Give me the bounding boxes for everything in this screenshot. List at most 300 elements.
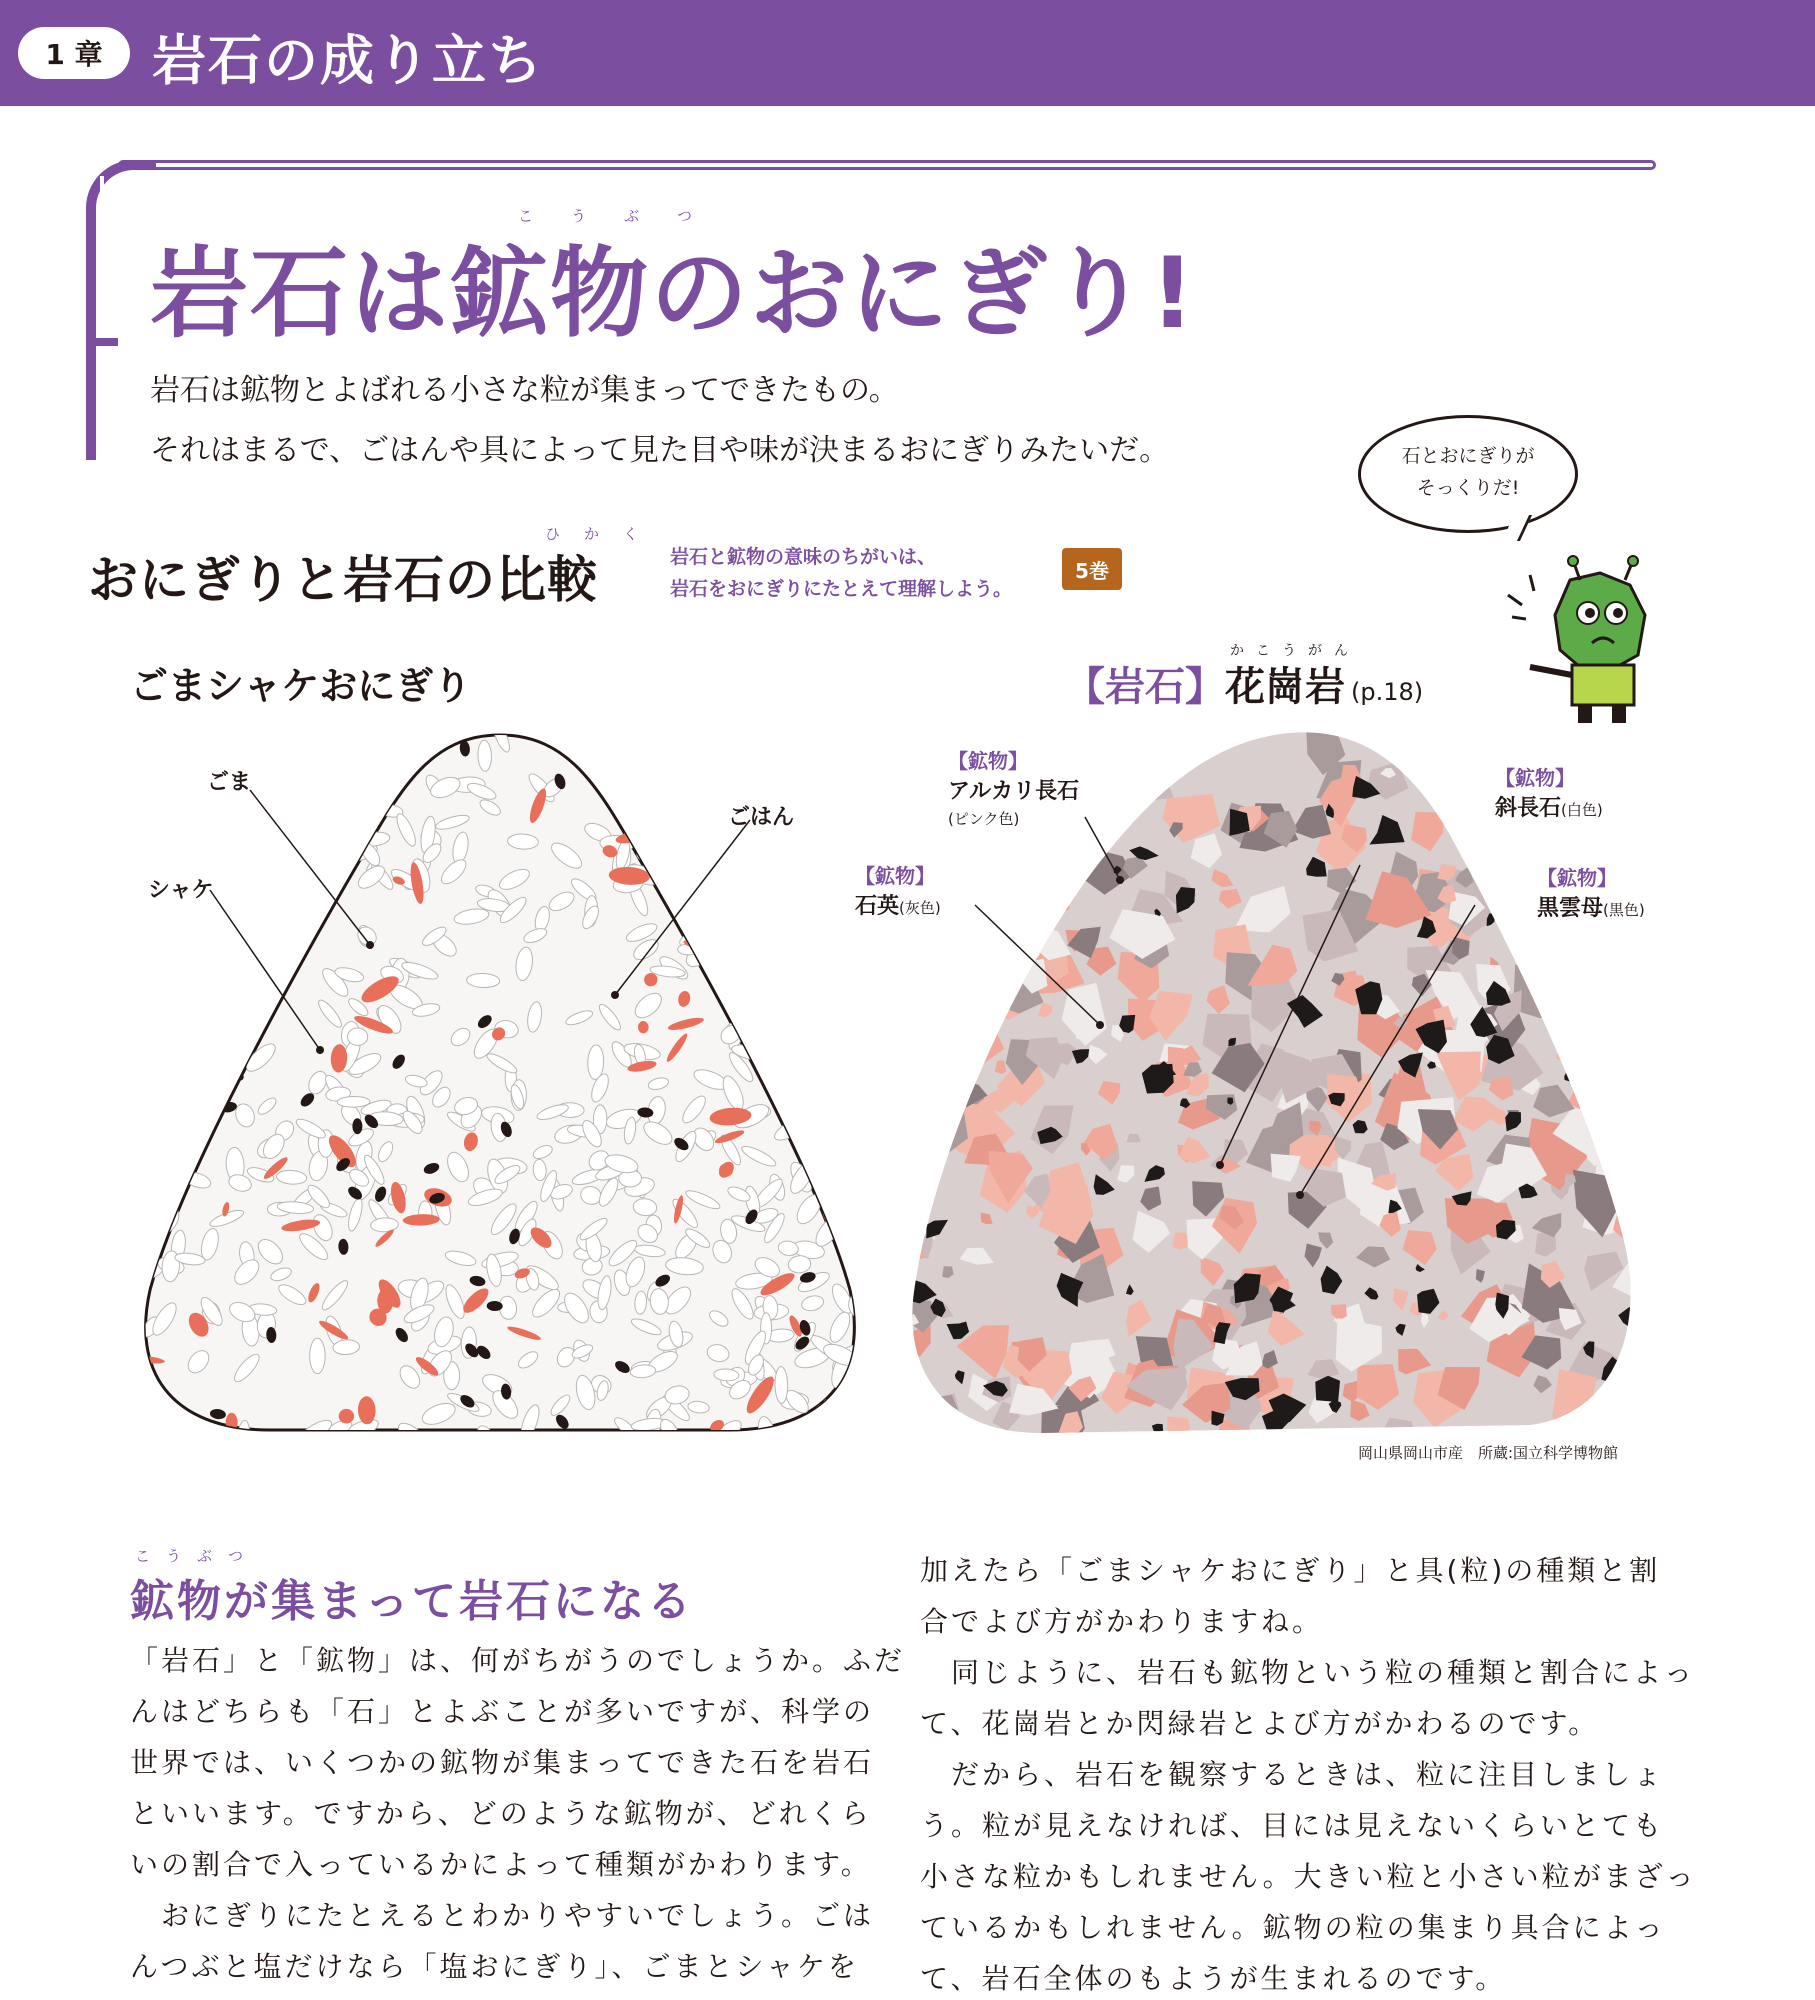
salmon-flake [696,739,714,756]
label-plagioclase [1495,762,1603,822]
mineral-crystal [917,987,968,1026]
mineral-crystal [1618,1350,1650,1391]
left-line-6: おにぎりにたとえるとわかりやすいでしょう。ごは [130,1899,875,1932]
mineral-crystal [1587,733,1606,756]
rice-grain [683,777,714,790]
rice-grain [289,890,318,921]
rice-grain [668,757,692,778]
rice-grain [340,780,357,803]
right-line-1: 加えたら「ごまシャケおにぎり」と具(粒)の種類と割 [920,1554,1661,1587]
right-line-5: だから、岩石を観察するときは、粒に注目しましょ [920,1758,1665,1791]
mineral-crystal [1473,783,1486,808]
sesame-seed [802,924,815,942]
label-sesame: ごま [207,770,252,795]
rice-grain [130,1404,152,1427]
sesame-seed [148,1226,159,1243]
salmon-flake [793,730,830,739]
mineral-crystal [1547,829,1577,854]
mineral-crystal [1567,967,1600,1014]
rice-grain [184,749,201,777]
rice-grain [797,851,835,880]
rice-grain [130,1155,155,1188]
rice-grain [139,1048,164,1079]
sesame-seed [748,861,763,880]
title-frame-notch [96,338,118,346]
mineral-tag: 【鉱物】 [1495,766,1575,790]
title-frame-inner [100,176,104,346]
rice-grain [707,928,739,946]
rice-grain [403,730,433,752]
left-line-5: いの割合で入っているかによって種類がかわります。 [130,1848,872,1881]
mineral-crystal [1595,983,1627,1026]
rice-grain [348,1028,368,1045]
rice-grain [154,1045,177,1076]
mineral-crystal [1523,836,1542,858]
mineral-crystal [1541,925,1589,983]
rice-grain [671,779,699,805]
mineral-crystal [1607,818,1629,845]
rice-grain [800,730,823,738]
rock-caption-page: (p.18) [1351,678,1424,706]
label-quartz [855,860,941,920]
rice-grain [795,872,818,899]
rice-grain [836,1413,855,1437]
mineral-crystal [1620,727,1650,758]
mineral-crystal [1552,1369,1597,1435]
salmon-flake [251,1012,266,1033]
rice-grain [189,800,209,824]
salmon-flake [317,748,356,766]
rice-grain [239,865,260,890]
rice-grain [755,842,782,878]
sesame-seed [779,753,794,772]
mineral-crystal [890,967,909,1009]
rice-grain [351,804,380,833]
rice-grain [828,1046,869,1078]
mineral-crystal [1558,1415,1582,1435]
rice-grain [806,1079,824,1104]
rice-grain [199,1017,238,1034]
salmon-flake [163,812,180,828]
rice-grain [604,778,635,797]
biotite-crystal [1503,744,1527,764]
rice-grain [137,835,172,870]
rice-grain [251,873,274,899]
mineral-crystal [1105,757,1137,794]
rice-grain [175,984,200,1010]
rice-grain [227,730,258,760]
sesame-seed [856,1257,870,1275]
speech-bubble [1358,415,1578,533]
rice-grain [281,909,307,937]
onigiri-illustration [130,730,870,1440]
sesame-seed [765,1057,782,1069]
rice-grain [130,1113,161,1141]
biotite-crystal [975,1023,994,1040]
left-line-1: 「岩石」と「鉱物」は、何がちがうのでしょうか。ふだ [130,1644,906,1677]
salmon-flake [836,860,846,891]
rice-grain [795,737,832,757]
rice-grain [732,971,751,995]
rice-grain [268,760,297,778]
rice-grain [238,1012,256,1046]
alkali-feldspar-name: アルカリ長石 [948,779,1080,804]
rice-grain [826,786,861,817]
rice-grain [765,905,788,940]
rice-grain [663,732,693,757]
biotite-crystal [1380,736,1392,753]
rice-grain [130,730,147,748]
rice-grain [150,730,187,742]
rice-grain [139,1145,165,1162]
mineral-crystal [941,981,975,1007]
rice-grain [861,1423,870,1440]
rice-grain [582,747,611,762]
rice-grain [130,1147,156,1173]
sesame-seed [749,1014,767,1028]
rice-grain [838,1217,870,1242]
rice-grain [827,980,852,997]
bubble-line-2: そっくりだ! [1416,477,1520,499]
rice-grain [302,877,320,910]
salmon-flake [193,1041,210,1076]
rice-grain [843,957,870,979]
sesame-seed [840,1184,853,1202]
rice-grain [213,828,234,853]
rice-grain [816,1407,841,1430]
biotite-crystal [1586,1003,1600,1020]
mineral-tag: 【鉱物】 [855,864,935,888]
granite-illustration [890,725,1650,1435]
sesame-seed [718,960,736,979]
label-biotite [1537,862,1645,922]
biotite-crystal [1550,725,1561,735]
biotite-crystal [1539,842,1562,864]
right-line-9: て、岩石全体のもようが生まれるのです。 [920,1962,1507,1995]
mineral-crystal [1638,1326,1651,1349]
quartz-name: 石英 [855,894,900,919]
salmon-flake [324,833,346,870]
rice-grain [147,1029,170,1064]
rice-grain [816,758,836,785]
mineral-crystal [939,839,979,890]
rice-grain [774,876,810,900]
biotite-crystal [898,933,931,960]
sesame-seed [806,1099,825,1116]
rice-grain [803,865,820,891]
salmon-flake [815,1003,831,1017]
rice-grain [760,948,794,974]
rice-grain [281,768,294,797]
rice-grain [206,801,222,840]
biotite-crystal [890,1120,917,1143]
mineral-crystal [924,990,952,1030]
mineral-crystal [1152,725,1170,742]
mineral-crystal [1194,726,1220,750]
rice-grain [166,904,194,933]
mineral-crystal [919,939,978,992]
mascot-icon [1500,555,1670,725]
sesame-seed [647,821,666,837]
rice-grain [192,1087,221,1118]
rice-grain [243,1004,262,1032]
left-line-4: といいます。ですから、どのような鉱物が、どれくら [130,1797,872,1830]
rice-grain [337,1096,370,1107]
mineral-crystal [1609,732,1647,770]
rice-grain [130,1102,141,1133]
rice-grain [183,1425,218,1440]
rice-grain [741,857,777,889]
mineral-tag: 【鉱物】 [948,749,1028,773]
rock-ruby: かこうがん [1230,643,1360,659]
mineral-crystal [1620,1157,1648,1188]
rice-grain [276,910,305,933]
sesame-seed [776,730,793,740]
rice-grain [786,894,818,914]
rice-grain [711,730,746,745]
biotite-crystal [1084,782,1091,791]
rice-grain [205,1027,227,1038]
mineral-crystal [890,1013,910,1043]
mineral-crystal [1627,996,1650,1030]
mineral-crystal [914,964,952,1002]
bubble-line-1: 石とおにぎりが [1401,445,1535,467]
mineral-crystal [1105,725,1169,756]
plagioclase-color: (白色) [1561,801,1603,819]
mineral-crystal [1614,761,1644,804]
rice-grain [130,1422,149,1440]
body-heading-ruby: こうぶつ [135,1547,260,1565]
rice-grain [779,776,811,802]
mineral-crystal [1420,731,1462,782]
rice-grain [775,1366,788,1403]
comparison-note-2: 岩石をおにぎりにたとえて理解しよう。 [670,578,1013,600]
comparison-note-1: 岩石と鉱物の意味のちがいは、 [670,546,937,568]
rice-grain [191,1048,217,1087]
rice-grain [217,799,242,827]
sesame-seed [159,1134,177,1152]
chapter-badge: 1 章 [18,27,130,79]
rice-grain [140,1152,169,1176]
rice-grain [792,813,819,837]
rice-grain [317,741,343,778]
rice-grain [839,1044,861,1073]
mineral-crystal [1608,1383,1645,1418]
sesame-seed [295,901,307,918]
rice-grain [777,1066,800,1103]
mineral-crystal [963,952,979,969]
mineral-crystal [1096,821,1114,841]
mineral-crystal [1612,1070,1650,1126]
rice-grain [152,908,184,933]
mineral-crystal [1085,732,1102,748]
sesame-seed [201,976,217,995]
quartz-color: (灰色) [899,899,941,917]
salmon-flake [143,817,161,850]
biotite-crystal [1591,732,1611,751]
rice-grain [831,1116,864,1146]
sesame-seed [356,773,370,791]
title-frame-corner [86,160,156,230]
salmon-flake [821,751,849,782]
rice-grain [804,856,815,888]
mineral-crystal [1513,965,1575,1019]
sesame-seed [371,770,389,783]
plagioclase-name: 斜長石 [1495,796,1562,821]
rice-grain [130,1370,143,1397]
rice-grain [747,738,770,775]
mineral-crystal [890,1217,929,1264]
rice-grain [338,845,351,879]
mineral-crystal [1400,732,1411,745]
mineral-crystal [1427,767,1444,789]
rice-grain [143,1192,167,1211]
sesame-seed [317,742,330,760]
mineral-crystal [1403,725,1456,761]
rice-grain [334,747,350,783]
rock-caption-bracket: 【岩石】 [1065,664,1225,710]
salmon-flake [143,903,161,924]
mineral-crystal [929,1011,961,1046]
rice-grain [130,848,151,872]
rice-grain [130,1143,148,1177]
rice-grain [725,751,750,783]
sesame-seed [694,794,705,811]
lead-line-1: 岩石は鉱物とよばれる小さな粒が集まってできたもの。 [150,373,899,408]
rice-grain [241,890,271,921]
mineral-crystal [1573,1076,1590,1094]
body-heading: 鉱物が集まって岩石になる [130,1576,694,1627]
biotite-crystal [986,844,999,857]
rice-grain [149,1020,168,1052]
mineral-crystal [944,960,983,989]
rice-grain [168,938,197,966]
mineral-crystal [948,853,964,875]
biotite-crystal [1564,1070,1573,1082]
rice-grain [756,888,784,916]
rice-grain [146,819,169,835]
mineral-crystal [1472,825,1494,846]
onigiri-caption: ごまシャケおにぎり [130,664,472,708]
salmon-flake [835,1387,870,1399]
right-line-4: て、花崗岩とか閃緑岩とよび方がかわるのです。 [920,1707,1600,1740]
rice-grain [138,1068,167,1094]
rice-grain [730,993,755,1010]
sesame-seed [235,1013,253,1028]
rice-grain [832,826,865,851]
label-alkali-feldspar [948,745,1079,830]
rice-grain [573,730,594,748]
chapter-header-bar [0,0,1815,106]
mineral-crystal [1483,834,1506,854]
rice-grain [689,779,719,819]
salmon-flake [825,916,843,933]
mineral-crystal [890,1360,922,1414]
alkali-feldspar-color: (ピンク色) [948,810,1020,828]
label-rice: ごはん [728,805,795,830]
biotite-color: (黒色) [1603,901,1645,919]
rock-caption-name: 花崗岩 [1225,664,1345,710]
rice-grain [201,1059,237,1083]
mineral-crystal [1167,1416,1190,1435]
title-ruby: こうぶつ [518,207,731,225]
rock-caption [1065,655,1423,712]
mineral-crystal [1622,776,1650,817]
mineral-crystal [1109,788,1133,810]
rice-grain [732,998,757,1012]
rice-grain [657,730,674,745]
rice-grain [146,846,180,875]
comparison-heading: おにぎりと岩石の比較 [88,551,598,609]
biotite-crystal [992,917,1002,926]
rice-grain [218,1055,232,1085]
mineral-crystal [1138,773,1174,800]
mineral-crystal [1563,1018,1597,1056]
rice-grain [687,742,711,765]
rice-grain [843,1056,870,1081]
page-title: 岩石は鉱物のおにぎり! [150,237,1197,351]
mineral-crystal [1405,735,1438,764]
rice-grain [790,730,828,748]
right-line-6: う。粒が見えなければ、目には見えないくらいとても [920,1809,1665,1842]
rice-grain [182,1016,221,1048]
rice-grain [748,853,783,876]
left-line-2: んはどちらも「石」とよぶことが多いですが、科学の [130,1695,875,1728]
mineral-crystal [898,1142,923,1170]
rice-grain [820,864,859,894]
rice-grain [224,992,254,1016]
mineral-crystal [1577,945,1614,985]
rice-grain [738,913,765,937]
rice-grain [158,1131,178,1166]
salmon-flake [180,1123,198,1136]
chapter-title: 岩石の成り立ち [152,29,544,92]
rice-grain [649,837,675,861]
title-frame-left [86,215,96,460]
sesame-seed [150,776,169,793]
salmon-flake [202,1095,223,1120]
biotite-crystal [1484,730,1493,738]
volume-badge: 5巻 [1062,548,1122,590]
salmon-flake [618,730,659,745]
mineral-crystal [1624,1084,1650,1118]
heading-ruby: ひかく [545,525,663,543]
salmon-flake [134,757,167,791]
title-frame-top [118,160,1656,170]
mineral-crystal [1493,887,1529,926]
mineral-crystal [1024,853,1073,892]
biotite-crystal [1123,787,1145,808]
mineral-crystal [942,725,976,741]
right-line-7: 小さな粒かもしれません。大きい粒と小さい粒がまざっ [920,1860,1697,1893]
label-salmon: シャケ [148,878,214,903]
sesame-seed [196,804,206,820]
right-line-3: 同じように、岩石も鉱物という粒の種類と割合によっ [920,1656,1696,1689]
rice-grain [130,1126,166,1155]
rice-grain [810,1419,822,1440]
salmon-flake [323,833,367,857]
mineral-tag: 【鉱物】 [1537,866,1617,890]
mineral-crystal [890,1312,904,1341]
rice-grain [710,855,739,893]
left-line-7: んつぶと塩だけなら「塩おにぎり」、ごまとシャケを [130,1950,859,1983]
rice-grain [130,1156,140,1181]
rice-grain [219,1011,253,1030]
mineral-crystal [970,904,1009,952]
rice-grain [846,1031,870,1051]
mineral-crystal [1614,764,1635,783]
rice-grain [230,886,266,901]
